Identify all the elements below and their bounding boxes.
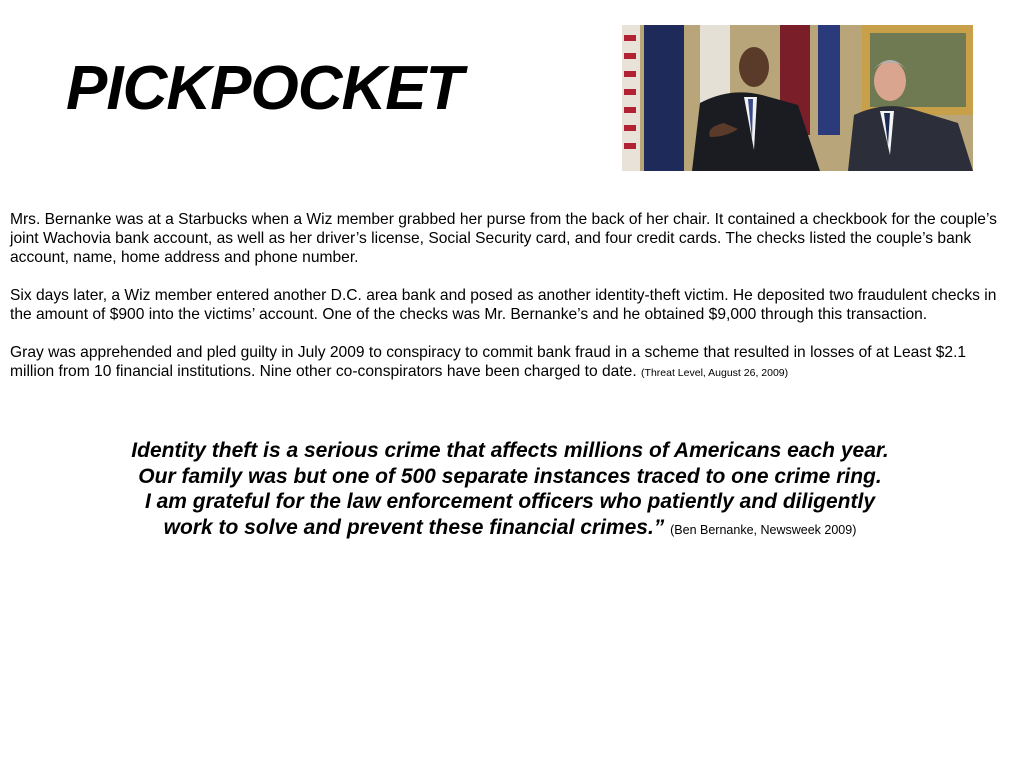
slide-title: PICKPOCKET (66, 54, 463, 123)
body-text (10, 210, 1000, 402)
paragraph-guilty-plea-text: Gray was apprehended and pled guilty in July 2009 to conspiracy to commit bank fraud in a scheme that resulted in losses of at Least $2.1 million from 10 financial institutions. Nine other co-conspirators have been charged to date. (10, 344, 967, 380)
quote-last-line (60, 515, 960, 544)
paragraph-fraudulent-checks: Six days later, a Wiz member entered another D.C. area bank and posed as another identity-theft victim. He deposited two fraudulent checks in the amount of $900 into the victims’ account. One of the checks was Mr. Bernanke’s and he obtained $9,000 through this transaction. (10, 287, 997, 323)
paragraph-purse-theft: Mrs. Bernanke was at a Starbucks when a Wiz member grabbed her purse from the back of her chair. It contained a checkbook for the couple’s joint Wachovia bank account, as well as her driver’s license, Social Security card, and four credit cards. The checks listed the couple’s bank account, name, home address and phone number. (10, 211, 997, 266)
quote-line: Identity theft is a serious crime that affects millions of Americans each year. (131, 439, 889, 462)
photo-two-men-talking (622, 25, 973, 171)
quote-line: work to solve and prevent these financial crimes.” (163, 515, 665, 539)
quote-citation: (Ben Bernanke, Newsweek 2009) (670, 522, 857, 537)
paragraph-guilty-plea (10, 343, 1000, 383)
bernanke-quote (60, 438, 960, 543)
quote-line: I am grateful for the law enforcement officers who patiently and diligently (144, 490, 876, 513)
threat-level-citation: (Threat Level, August 26, 2009) (641, 367, 789, 379)
quote-line: Our family was but one of 500 separate instances traced to one crime ring. (138, 464, 882, 488)
